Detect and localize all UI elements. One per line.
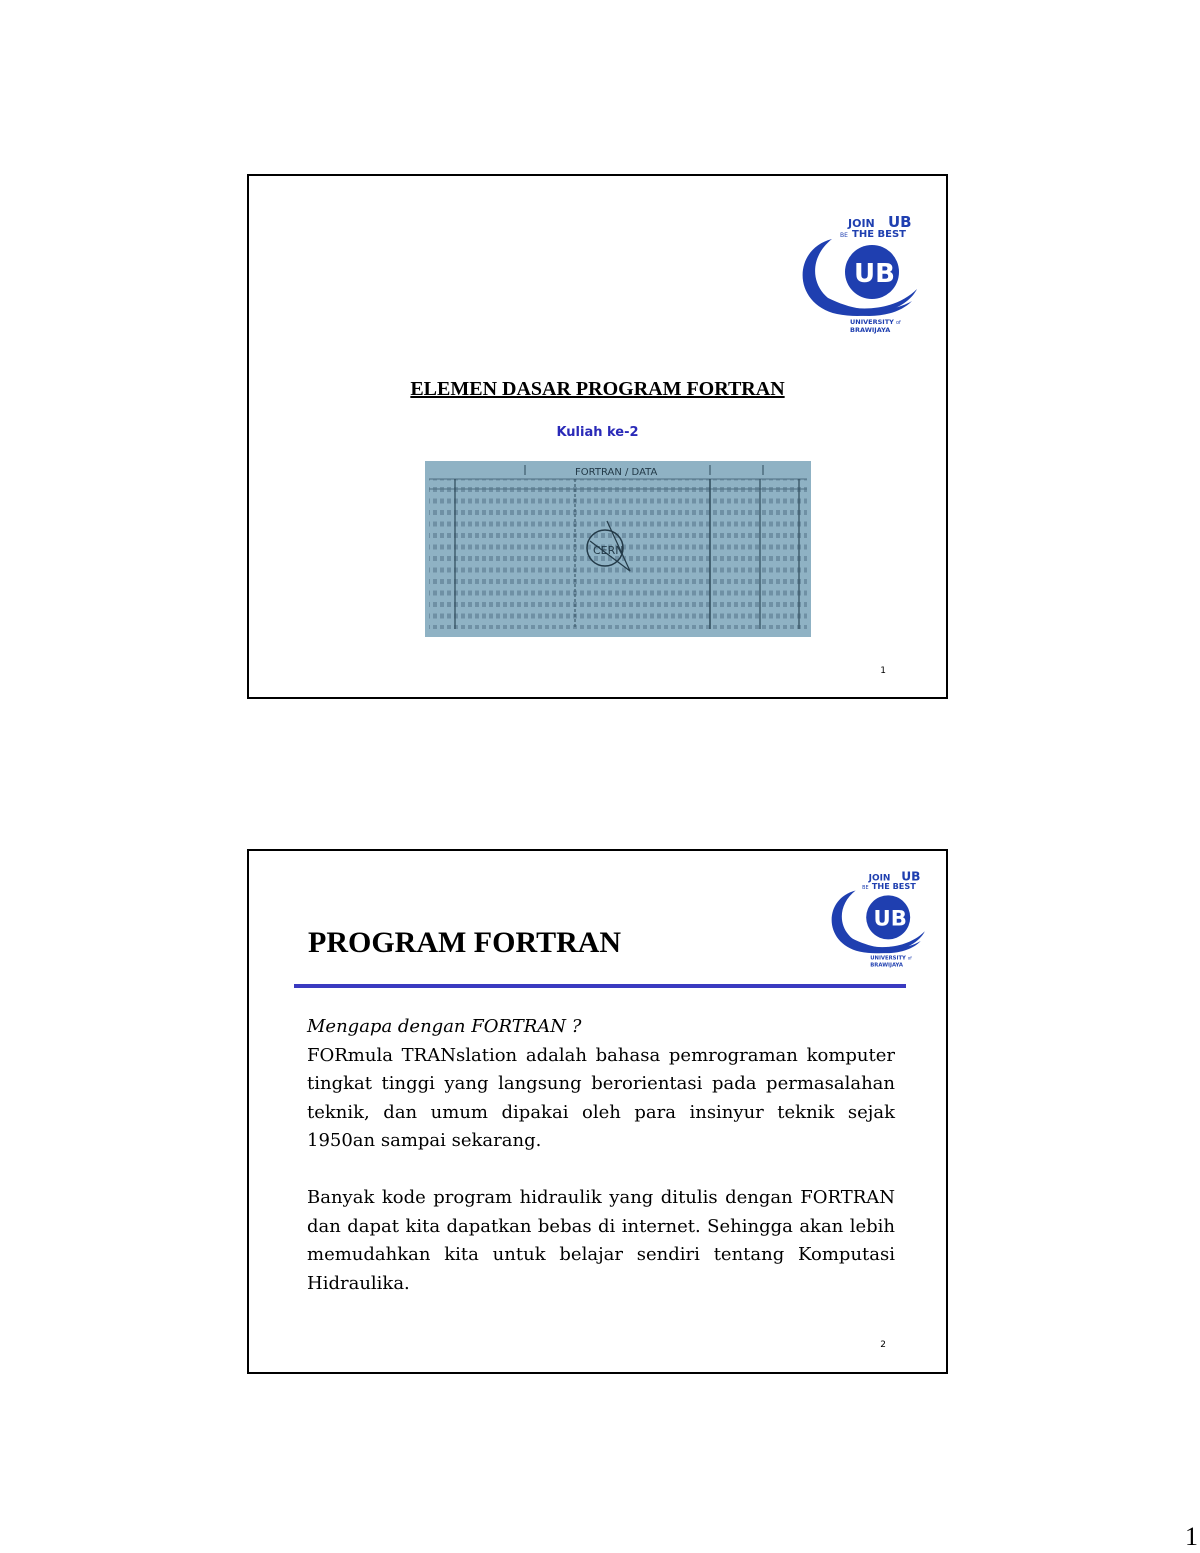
svg-text:BRAWIJAYA: BRAWIJAYA: [850, 326, 891, 334]
page-number: 2: [880, 1340, 886, 1350]
paragraph-2: Banyak kode program hidraulik yang ditulis dengan FORTRAN dan dapat kita dapatkan bebas di internet. Sehingga akan lebih memudahkan kita untuk belajar sendiri tentang Komputasi Hidraulika.: [307, 1187, 895, 1294]
page-number: 1: [880, 666, 886, 676]
paragraph-gap: [307, 1156, 895, 1185]
svg-text:FORTRAN / DATA: FORTRAN / DATA: [575, 467, 658, 478]
svg-text:UB: UB: [854, 259, 895, 289]
svg-text:BE: BE: [840, 232, 848, 239]
svg-text:THE BEST: THE BEST: [871, 880, 916, 891]
slide-1: [247, 174, 948, 699]
svg-text:UB: UB: [888, 213, 912, 231]
title-divider: [294, 984, 906, 988]
svg-text:UNIVERSITY: UNIVERSITY: [850, 318, 894, 326]
svg-text:UB: UB: [901, 869, 921, 884]
svg-text:BE: BE: [862, 884, 869, 891]
sheet-page-number: 1: [1185, 1522, 1198, 1551]
svg-text:CERN: CERN: [593, 544, 624, 557]
svg-text:UNIVERSITY: UNIVERSITY: [870, 955, 906, 962]
slide-2: [247, 849, 948, 1374]
svg-text:JOIN: JOIN: [868, 873, 891, 884]
fortran-punch-card-image: [425, 461, 811, 637]
slide-title: ELEMEN DASAR PROGRAM FORTRAN: [410, 378, 785, 400]
ub-logo: [792, 209, 927, 339]
paragraph-1: FORmula TRANslation adalah bahasa pemrograman komputer tingkat tinggi yang langsung berorientasi pada permasalahan teknik, dan umum dipakai oleh para insinyur teknik sejak 1950an sampai sekarang.: [307, 1044, 895, 1151]
ub-logo: [823, 866, 933, 972]
svg-text:of: of: [896, 320, 901, 326]
slide-body: [307, 1013, 895, 1298]
question-text: Mengapa dengan FORTRAN ?: [307, 1016, 582, 1037]
svg-text:UB: UB: [873, 905, 907, 931]
svg-text:of: of: [907, 955, 912, 961]
svg-text:THE BEST: THE BEST: [852, 229, 906, 240]
slide-subtitle: Kuliah ke-2: [556, 425, 639, 440]
svg-text:BRAWIJAYA: BRAWIJAYA: [870, 962, 903, 969]
svg-text:JOIN: JOIN: [848, 217, 875, 230]
slide-title: PROGRAM FORTRAN: [308, 926, 622, 959]
